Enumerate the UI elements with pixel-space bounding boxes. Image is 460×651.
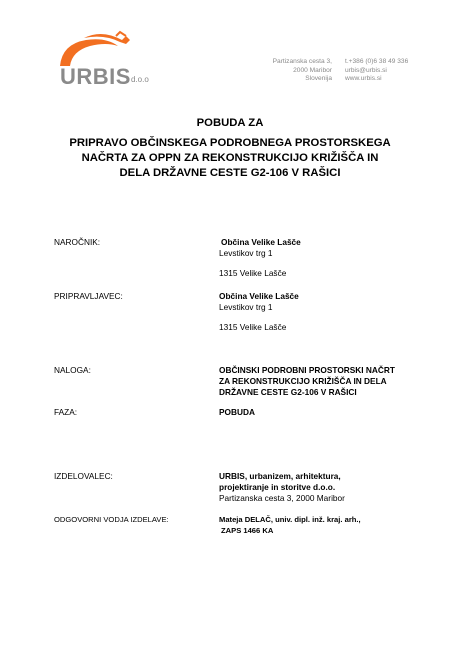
phase-value: POBUDA bbox=[219, 407, 255, 417]
maker-line: URBIS, urbanizem, arhitektura, bbox=[219, 471, 341, 481]
field-label: IZDELOVALEC: bbox=[54, 471, 113, 481]
field-label: PRIPRAVLJAVEC: bbox=[54, 291, 123, 301]
address-line: Partizanska cesta 3, bbox=[272, 58, 332, 65]
field-value bbox=[219, 514, 434, 536]
field-label: NAROČNIK: bbox=[54, 237, 101, 247]
title-line: PRIPRAVO OBČINSKEGA PODROBNEGA PROSTORSKEGA bbox=[69, 137, 391, 149]
company-address bbox=[266, 58, 332, 84]
company-contacts bbox=[345, 58, 408, 84]
address-line: Slovenija bbox=[305, 75, 332, 83]
field-value bbox=[219, 365, 434, 398]
field-value bbox=[219, 248, 434, 279]
field-value bbox=[219, 471, 434, 504]
leader-name: Mateja DELAČ, univ. dipl. inž. kraj. arh., bbox=[219, 515, 361, 524]
field-label: NALOGA: bbox=[54, 365, 91, 375]
task-line: OBČINSKI PODROBNI PROSTORSKI NAČRT bbox=[219, 365, 395, 375]
maker-address: Partizanska cesta 3, 2000 Maribor bbox=[219, 493, 345, 503]
title-line: POBUDA ZA bbox=[196, 117, 264, 129]
field-value bbox=[221, 237, 436, 248]
address-line: 2000 Maribor bbox=[293, 66, 332, 74]
task-line: ZA REKONSTRUKCIJO KRIŽIŠČA IN DELA bbox=[219, 376, 387, 386]
logo-suffix: d.o.o bbox=[131, 75, 149, 84]
document-subtitle bbox=[40, 136, 420, 181]
preparer-name: Občina Velike Lašče bbox=[219, 291, 299, 301]
field-value bbox=[219, 291, 434, 333]
preparer-city: 1315 Velike Lašče bbox=[219, 322, 287, 332]
website-text: www.urbis.si bbox=[345, 75, 382, 83]
task-line: DRŽAVNE CESTE G2-106 V RAŠICI bbox=[219, 387, 357, 397]
field-label: FAZA: bbox=[54, 407, 78, 417]
title-line: DELA DRŽAVNE CESTE G2-106 V RAŠICI bbox=[119, 167, 341, 179]
preparer-street: Levstikov trg 1 bbox=[219, 302, 273, 312]
client-name: Občina Velike Lašče bbox=[221, 237, 301, 247]
client-city: 1315 Velike Lašče bbox=[219, 268, 287, 278]
field-label: ODGOVORNI VODJA IZDELAVE: bbox=[54, 515, 169, 524]
urbis-logo bbox=[56, 30, 176, 110]
logo-wordmark: URBIS bbox=[60, 64, 131, 89]
client-street: Levstikov trg 1 bbox=[219, 248, 273, 258]
title-line: NAČRTA ZA OPPN ZA REKONSTRUKCIJO KRIŽIŠČA IN bbox=[81, 152, 379, 164]
maker-line: projektiranje in storitve d.o.o. bbox=[219, 482, 336, 492]
leader-id: ZAPS 1466 KA bbox=[221, 526, 274, 535]
phone-text: t.+386 (0)6 38 49 336 bbox=[345, 58, 409, 65]
email-text: urbis@urbis.si bbox=[345, 66, 387, 74]
document-title bbox=[40, 116, 420, 131]
